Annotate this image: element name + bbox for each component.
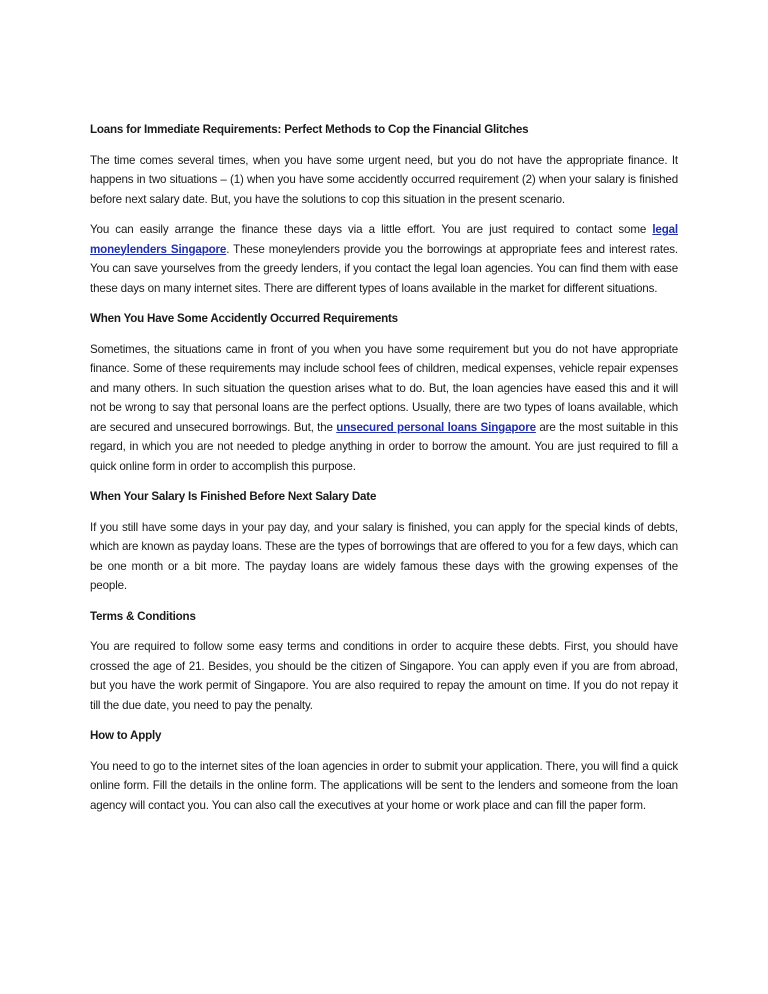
- apply-paragraph: You need to go to the internet sites of the loan agencies in order to submit your application. There, you will find a quick online form. Fill the details in the online form. The applications will be sent to the lenders and someone from the loan agency will contact you. You can also call the executives at your home or work place and can fill the paper form.: [90, 759, 678, 812]
- section-heading-accidental: When You Have Some Accidently Occurred Requirements: [90, 312, 398, 325]
- text: Sometimes, the situations came in front of you when you have some requirement but you do not have appropriate finance. Some of these requirements may include school fees of children, medical expenses, vehicle repair expenses and many others. In such situation the question arises what to do. But, the loan agencies have eased this and it will not be wrong to say that personal loans are the perfect options. Usually, there are two types of loans available, which are secured and unsecured borrowings. But, the: [90, 342, 678, 434]
- text: are the most suitable in this regard, in which you are not needed to pledge anything in order to borrow the amount. You are just required to fill a quick online form in order to accomplish this purpose.: [90, 420, 678, 473]
- document-page: [90, 120, 678, 826]
- terms-paragraph: You are required to follow some easy terms and conditions in order to acquire these debts. First, you should have crossed the age of 21. Besides, you should be the citizen of Singapore. You can apply even if you are from abroad, but you have the work permit of Singapore. You are also required to repay the amount on time. If you do not repay it till the due date, you need to pay the penalty.: [90, 640, 678, 712]
- document-title: Loans for Immediate Requirements: Perfect Methods to Cop the Financial Glitches: [90, 123, 529, 136]
- section-heading-salary: When Your Salary Is Finished Before Next Salary Date: [90, 490, 377, 503]
- legal-moneylenders-link[interactable]: legal moneylenders Singapore: [90, 223, 678, 256]
- section-heading-terms: Terms & Conditions: [90, 609, 196, 623]
- salary-paragraph: If you still have some days in your pay day, and your salary is finished, you can apply for the special kinds of debts, which are known as payday loans. These are the types of borrowings that are offered to you for a few days, which can be one month or a bit more. The payday loans are widely famous these days with the growing expenses of the people.: [90, 520, 678, 592]
- moneylenders-paragraph: [90, 220, 678, 298]
- text: . These moneylenders provide you the borrowings at appropriate fees and interest rates. You can save yourselves from the greedy lenders, if you contact the legal loan agencies. You can find them with ease these days on many internet sites. There are different types of loans available in the market for different situations.: [90, 242, 678, 295]
- accidental-paragraph: [90, 340, 678, 477]
- section-heading-apply: How to Apply: [90, 729, 162, 742]
- unsecured-loans-link[interactable]: unsecured personal loans Singapore: [336, 420, 536, 434]
- text: You can easily arrange the finance these days via a little effort. You are just required to contact some: [90, 223, 653, 236]
- intro-paragraph: The time comes several times, when you have some urgent need, but you do not have the appropriate finance. It happens in two situations – (1) when you have some accidently occurred requirement (2) when your salary is finished before next salary date. But, you have the solutions to cop this situation in the present scenario.: [90, 153, 678, 206]
